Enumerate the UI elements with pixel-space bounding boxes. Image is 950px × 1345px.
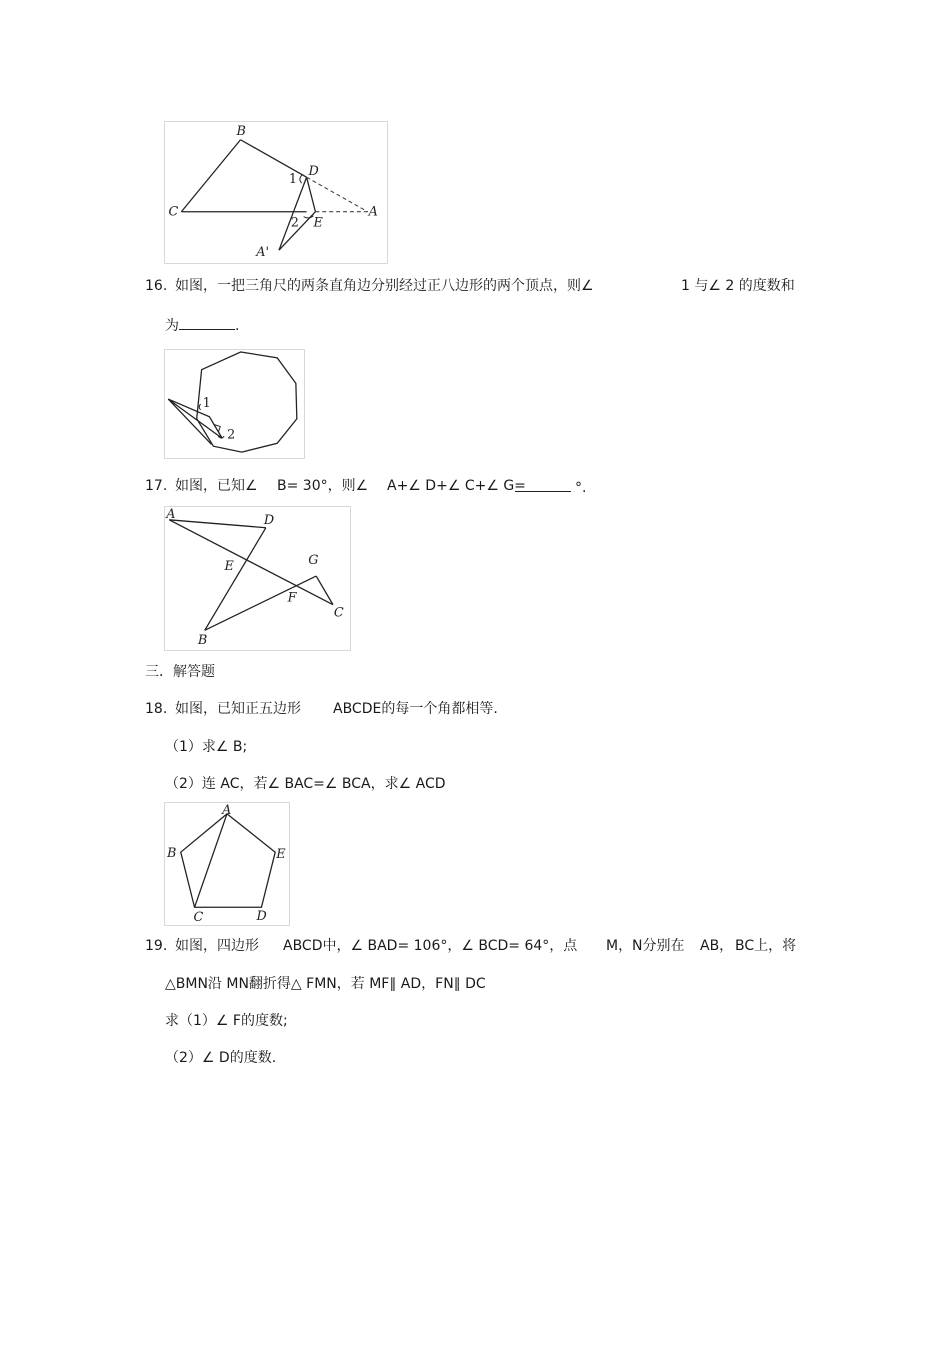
- figure-octagon-triangle: [164, 349, 305, 459]
- label-f: F: [287, 590, 297, 606]
- q17-text-part2: B= 30°，则∠: [277, 478, 369, 494]
- label-c: C: [168, 204, 179, 220]
- label-g: G: [308, 553, 319, 569]
- line-da-prime: [279, 177, 307, 250]
- q16-text-part1: 如图，一把三角尺的两条直角边分别经过正八边形的两个顶点，则∠: [175, 278, 594, 294]
- label-b: B: [197, 633, 208, 649]
- line-cb: [181, 140, 240, 212]
- q16-line2: [165, 315, 239, 335]
- label-b: B: [236, 123, 246, 139]
- q17-text-part4: °.: [575, 480, 587, 496]
- q16-line2-prefix: 为: [165, 318, 179, 334]
- line-ad: [169, 520, 266, 528]
- q19-line2: △BMN沿 MN翻折得△ FMN，若 MF∥ AD，FN∥ DC: [165, 976, 486, 992]
- q18-part2: （2）连 AC，若∠ BAC=∠ BCA，求∠ ACD: [165, 776, 446, 792]
- q17-text-part3: A+∠ D+∠ C+∠ G=: [387, 478, 526, 494]
- label-a: A: [222, 803, 232, 818]
- label-c: C: [193, 910, 204, 925]
- q19-text-part3: M，: [606, 938, 633, 954]
- label-a: A: [368, 204, 378, 220]
- q19-line4: （2）∠ D的度数.: [165, 1050, 277, 1066]
- label-e: E: [313, 215, 323, 231]
- q17-answer-blank: [515, 477, 571, 492]
- q16-line2-suffix: .: [235, 318, 240, 334]
- pentagon-shape: [181, 814, 275, 907]
- q19-line3: 求（1）∠ F的度数;: [165, 1013, 288, 1029]
- q19-text-part1: 如图，四边形: [175, 938, 259, 954]
- label-angle-2: 2: [227, 427, 236, 443]
- octagon-diagram: [165, 350, 304, 458]
- pentagon-diagram: [165, 803, 289, 925]
- figure-folded-triangle: [164, 121, 388, 264]
- q18-text-part2: ABCDE的每一个角都相等.: [333, 701, 498, 717]
- angle-mark-1: [199, 404, 200, 410]
- label-c: C: [333, 605, 344, 621]
- q19-text-part4: N分别在: [632, 938, 685, 954]
- line-de: [307, 177, 316, 212]
- label-a: A: [166, 507, 176, 522]
- crossing-lines-diagram: [165, 507, 350, 650]
- label-d: D: [308, 164, 319, 180]
- q17-number: 17.: [145, 478, 168, 494]
- figure-pentagon: [164, 802, 290, 926]
- label-angle-2: 2: [290, 215, 299, 231]
- label-angle-1: 1: [288, 172, 297, 188]
- label-e: E: [224, 559, 234, 575]
- q16-answer-blank: [179, 315, 235, 330]
- folded-triangle-diagram: [165, 122, 387, 263]
- q19-number: 19.: [145, 938, 168, 954]
- q18-text-part1: 如图，已知正五边形: [175, 701, 301, 717]
- label-d: D: [256, 909, 267, 925]
- q18-number: 18.: [145, 701, 168, 717]
- label-angle-1: 1: [202, 395, 211, 411]
- q19-text-part6: BC上，将: [735, 938, 797, 954]
- q16-text-part2: 1 与∠ 2 的度数和: [681, 278, 795, 294]
- q19-text-part5: AB，: [700, 938, 734, 954]
- label-b: B: [166, 846, 177, 862]
- section-heading: 三．解答题: [145, 664, 215, 680]
- q17-text-part1: 如图，已知∠: [175, 478, 258, 494]
- q16-number: 16.: [145, 278, 168, 294]
- dashed-line-da: [307, 177, 368, 212]
- octagon-shape: [197, 352, 297, 452]
- q19-text-part2: ABCD中，∠ BAD= 106°，∠ BCD= 64°，点: [283, 938, 578, 954]
- q18-part1: （1）求∠ B;: [165, 739, 248, 755]
- label-e: E: [276, 847, 286, 863]
- q17-answer-row: [515, 477, 586, 497]
- label-a-prime: A': [256, 245, 270, 261]
- angle-mark-1: [300, 174, 303, 183]
- figure-crossing-lines: [164, 506, 351, 651]
- label-d: D: [263, 512, 275, 528]
- triangle-ruler: [168, 399, 222, 438]
